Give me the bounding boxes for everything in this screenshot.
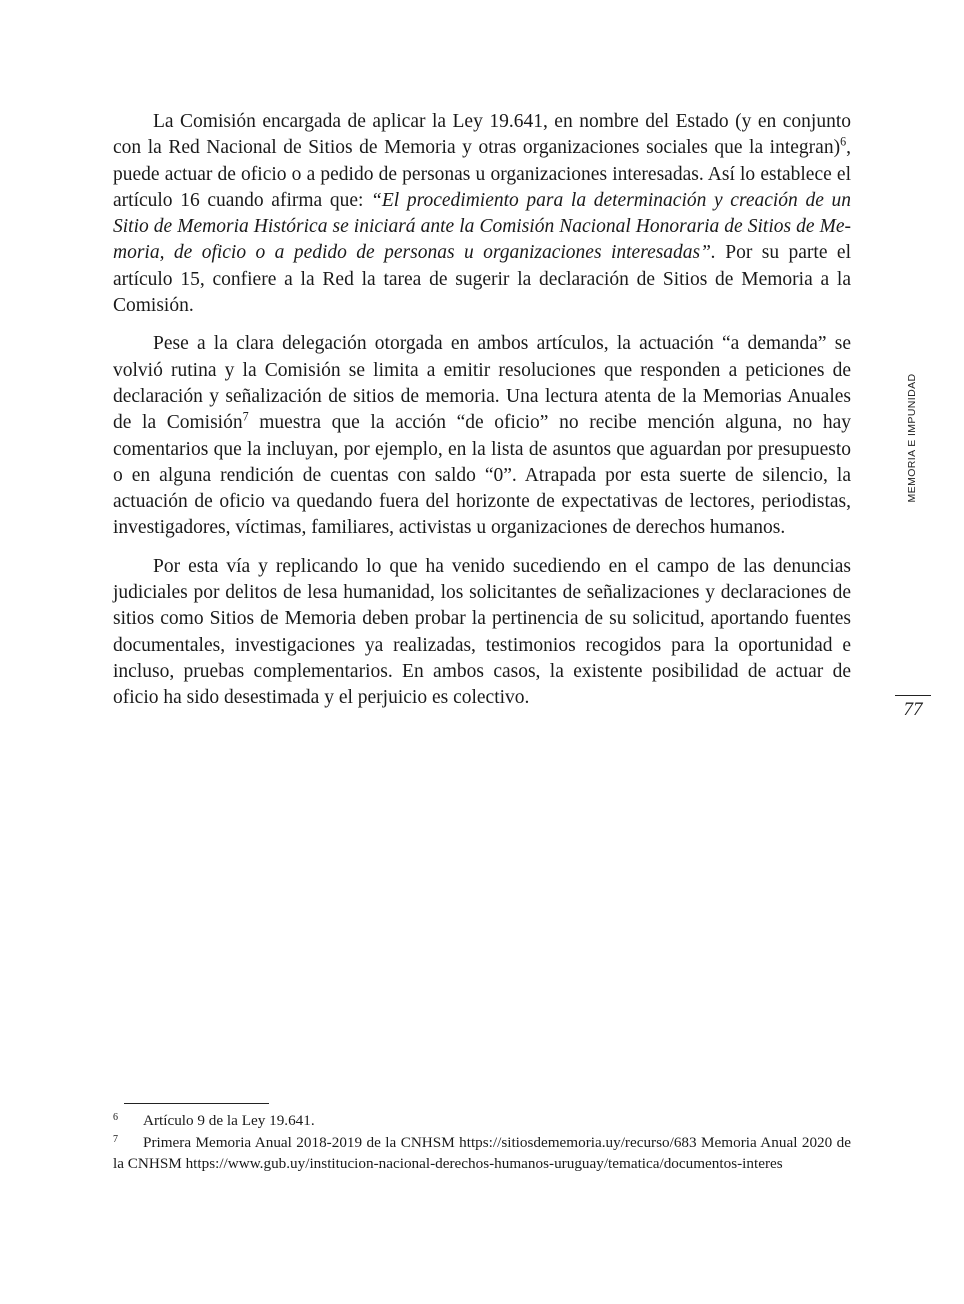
footnote-6-text: Artículo 9 de la Ley 19.641. [143,1112,315,1129]
footnote-separator [124,1103,269,1104]
paragraph-3: Por esta vía y replicando lo que ha venido sucediendo en el campo de las denuncias judiciales por delitos de lesa humanidad, los solicitantes de señalizaciones y declaraciones de sitios como Sitios de Memoria deben probar la pertinencia de su solicitud, aportando fuentes documentales, investigaciones ya realizadas, testimonios recogidos para la oportunidad e incluso, pruebas complementarios. En ambos casos, la existente posibilidad de actuar de oficio ha sido desestimada y el perjuicio es colectivo. [113,555,851,709]
paragraph-1-text-a: La Comisión encargada de aplicar la Ley 19.641, en nombre del Estado (y en conjunto con la Red Nacional de Sitios de Memoria y otras organizaciones sociales que la integran) [113,111,851,159]
paragraph-1-text-b: , puede actuar de oficio o a pedido de personas u organizaciones interesadas. Así lo establece el artículo 16 cuando afirma que: [113,137,851,211]
paragraph-2 [113,331,851,541]
footnote-6: 6 Artículo 9 de la Ley 19.641. [113,1112,315,1129]
page-number-rule [895,695,931,696]
article-16-quote: “El procedimiento para la determinación y creación de un Sitio de Memoria Histórica se iniciará ante la Comisión Nacional Honoraria de Sitios de Memoria, de oficio o a pedido de personas u organizaciones interesadas”. [113,189,851,264]
footnote-7-text: Primera Memoria Anual 2018-2019 de la CNHSM https://sitiosdememoria.uy/recurso/683 Memoria Anual 2020 de la CNHSM https://www.gub.uy/institucion-nacional-derechos-humanos-uruguay/tematica/documentos-interes [113,1133,851,1172]
main-text [113,109,851,724]
footnotes [113,1110,851,1175]
footnote-7: 7 Primera Memoria Anual 2018-2019 de la CNHSM https://sitiosdememoria.uy/recurso/683 Memoria Anual 2020 de la CNHSM https://www.gub.uy/institucion-nacional-derechos-humanos-uruguay/tematica/documentos-interes [113,1133,851,1172]
page-number: 77 [903,699,923,720]
paragraph-1-text-c: Por su parte el artículo 15, confiere a la Red la tarea de sugerir la declaración de Sitios de Memoria a la Comisión. [113,242,851,317]
paragraph-2-text-b: muestra que la acción “de oficio” no recibe mención alguna, no hay comentarios que la incluyan, por ejemplo, en la lista de asuntos que aguardan por presupuesto o en alguna rendición de cuentas con saldo “0”. Atrapada por esta suerte de silencio, la actuación de oficio va quedando fuera del horizonte de expectativas de lectores, periodistas, investigadores, víctimas, familiares, activistas u organizaciones de derechos humanos. [113,412,851,539]
running-header-text: MEMORIA E IMPUNIDAD [906,373,918,503]
footnote-ref-6: 6 [840,134,847,149]
paragraph-2-text-a: Pese a la clara delegación otorgada en ambos artículos, la actuación “a demanda” se volvió rutina y la Comisión se limita a emitir resoluciones que responden a peticiones de declaración y señalización de sitios de memoria. Una lectura atenta de la Memorias Anuales de la Comisión [113,333,851,434]
paragraph-1 [113,109,851,319]
running-header [902,366,922,510]
footnote-ref-7: 7 [242,409,249,424]
